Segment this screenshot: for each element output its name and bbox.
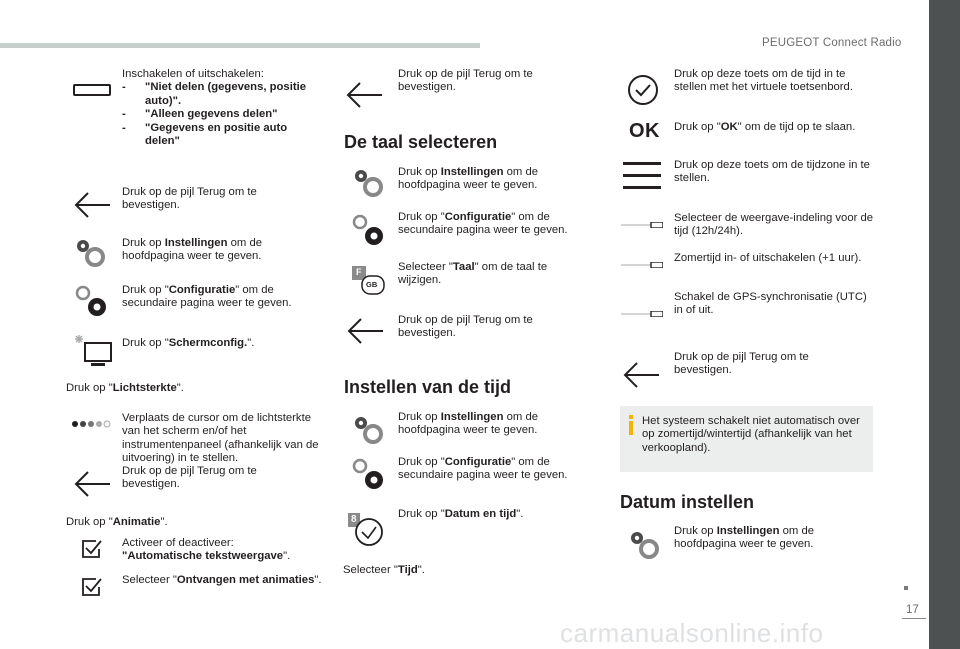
- settings-gears-icon: [627, 528, 663, 562]
- settings-instruction-2: Druk op Instellingen om de hoofdpagina weer te geven.: [398, 166, 539, 192]
- back-instruction-top: Druk op de pijl Terug om te bevestigen.: [398, 68, 533, 94]
- configuration-gears-icon: [73, 283, 111, 321]
- back-instruction-2: Druk op de pijl Terug om te bevestigen.: [122, 465, 257, 491]
- flag-gb-label: GB: [366, 280, 378, 289]
- slider-toggle-icon: [621, 262, 663, 268]
- time-heading: Instellen van de tijd: [344, 377, 512, 397]
- back-arrow-icon: [72, 469, 112, 499]
- date-heading: Datum instellen: [620, 492, 755, 512]
- settings-gears-icon: [351, 413, 387, 447]
- page-number-rule: [902, 618, 926, 619]
- checkmark-circle-icon: [627, 74, 659, 106]
- slider-toggle-icon: [621, 222, 663, 228]
- animation-instruction: Druk op "Animatie".: [66, 516, 168, 528]
- cursor-instruction: Verplaats de cursor om de lichtsterkte van het scherm en/of het instrumentenpaneel (afhankelijk van de uitvoering) in te stellen.: [122, 412, 319, 465]
- end-marker: [904, 586, 908, 590]
- date-time-instruction: Druk op "Datum en tijd".: [398, 508, 524, 520]
- toggle-text: Inschakelen of uitschakelen:: [122, 68, 264, 80]
- page-number: 17: [906, 604, 919, 616]
- info-icon: [626, 415, 636, 435]
- screen-config-instruction: Druk op "Schermconfig.".: [122, 337, 255, 349]
- configuration-instruction-1: Druk op "Configuratie" om de secundaire pagina weer te geven.: [122, 284, 292, 310]
- settings-gears-icon: [351, 166, 387, 200]
- back-arrow-icon: [621, 360, 661, 390]
- timezone-instruction: Druk op deze toets om de tijdzone in te stellen.: [674, 159, 870, 185]
- animations-select-instruction: Selecteer "Ontvangen met animaties".: [122, 574, 322, 586]
- configuration-instruction-3: Druk op "Configuratie" om de secundaire pagina weer te geven.: [398, 456, 568, 482]
- back-arrow-icon: [345, 316, 385, 346]
- daylight-saving-instruction: Zomertijd in- of uitschakelen (+1 uur).: [674, 252, 862, 264]
- language-flag-icon: [352, 266, 386, 296]
- checkbox-checked-icon: [81, 577, 103, 597]
- flag-f-label: F: [356, 267, 362, 277]
- ok-instruction: Druk op "OK" om de tijd op te slaan.: [674, 121, 856, 133]
- top-rule: [0, 43, 480, 48]
- clock-badge-label: 8: [351, 514, 357, 525]
- back-instruction-time: Druk op de pijl Terug om te bevestigen.: [674, 351, 809, 377]
- page-side-band: [929, 0, 960, 649]
- ok-icon: OK: [629, 120, 660, 142]
- brightness-instruction: Druk op "Lichtsterkte".: [66, 382, 184, 394]
- virtual-keyboard-instruction: Druk op deze toets om de tijd in te stellen met het virtuele toetsenbord.: [674, 68, 853, 94]
- settings-instruction-1: Druk op Instellingen om de hoofdpagina weer te geven.: [122, 237, 263, 263]
- date-time-clock-icon: [348, 513, 384, 547]
- settings-instruction-3: Druk op Instellingen om de hoofdpagina weer te geven.: [398, 411, 539, 437]
- page-header-title: PEUGEOT Connect Radio: [762, 37, 902, 49]
- time-select-instruction: Selecteer "Tijd".: [343, 564, 425, 576]
- configuration-gears-icon: [350, 212, 388, 250]
- language-heading: De taal selecteren: [344, 132, 498, 152]
- back-arrow-icon: [344, 80, 384, 110]
- language-select-instruction: Selecteer "Taal" om de taal te wijzigen.: [398, 261, 548, 287]
- settings-gears-icon: [73, 236, 109, 270]
- toggle-switch-icon: [73, 84, 111, 96]
- back-arrow-icon: [72, 190, 112, 220]
- toggle-options: [122, 81, 322, 148]
- back-instruction-1: Druk op de pijl Terug om te bevestigen.: [122, 186, 257, 212]
- screen-brightness-icon: [73, 333, 113, 369]
- watermark: carmanualsonline.info: [560, 618, 824, 648]
- info-note-text: Het systeem schakelt niet automatisch over op zomertijd/wintertijd (afhankelijk van het verkoopland).: [642, 415, 860, 454]
- configuration-gears-icon: [350, 456, 388, 494]
- option-1: - "Niet delen (gegevens, positie auto)".: [122, 81, 322, 108]
- toggle-instruction: [122, 68, 322, 148]
- menu-lines-icon: [623, 162, 661, 190]
- settings-instruction-date: Druk op Instellingen om de hoofdpagina weer te geven.: [674, 525, 815, 551]
- time-format-instruction: Selecteer de weergave-indeling voor de tijd (12h/24h).: [674, 212, 874, 238]
- gps-sync-instruction: Schakel de GPS-synchronisatie (UTC) in of uit.: [674, 291, 867, 317]
- option-2: - "Alleen gegevens delen": [122, 108, 322, 121]
- brightness-cursor-icon: [71, 419, 113, 429]
- option-3: - "Gegevens en positie auto delen": [122, 122, 322, 149]
- configuration-instruction-2: Druk op "Configuratie" om de secundaire pagina weer te geven.: [398, 211, 568, 237]
- checkbox-checked-icon: [81, 539, 103, 559]
- back-instruction-lang: Druk op de pijl Terug om te bevestigen.: [398, 314, 533, 340]
- slider-toggle-icon: [621, 311, 663, 317]
- activate-instruction: Activeer of deactiveer: "Automatische tekstweergave".: [122, 537, 291, 563]
